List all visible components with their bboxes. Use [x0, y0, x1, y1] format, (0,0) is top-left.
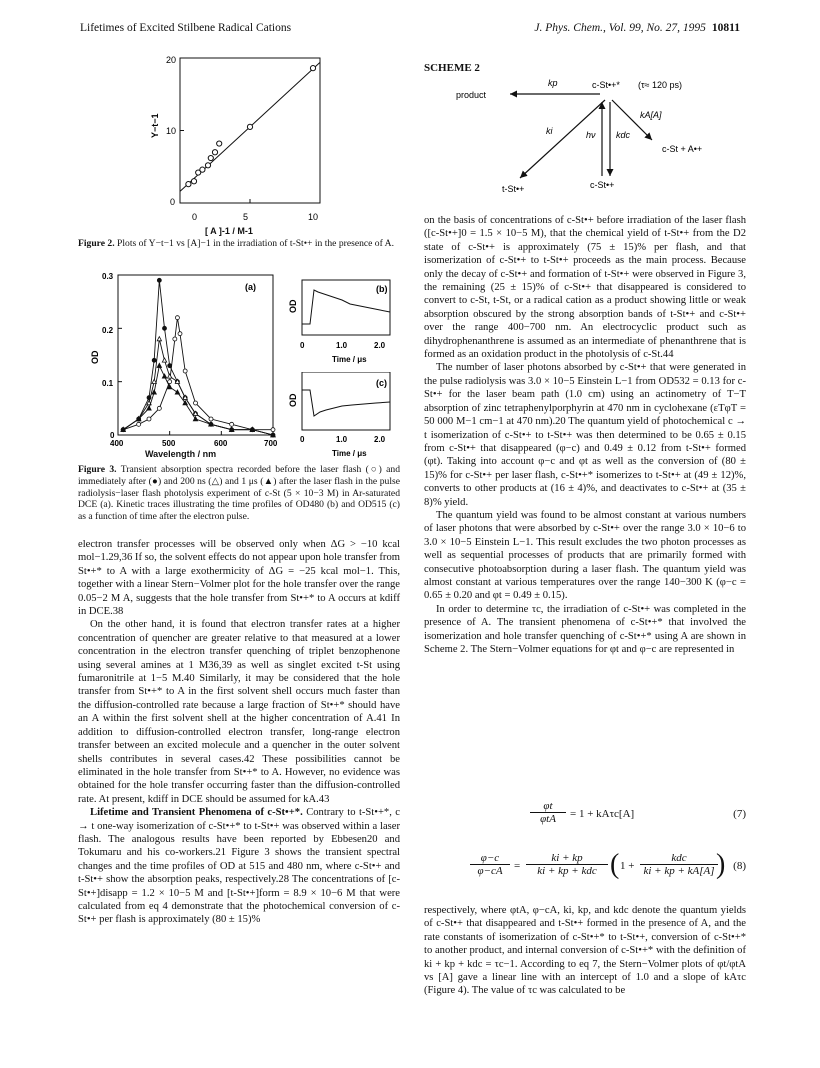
scheme-kd: kdc: [616, 130, 631, 140]
fig3b-xlabel: Time / μs: [332, 355, 367, 364]
fig2-xlabel: [ A ]-1 / M-1: [205, 226, 253, 236]
eq8-lhs-denominator: φ−cA: [477, 865, 503, 877]
fig2-data-point: [247, 124, 252, 129]
fig3a-point-0: [230, 422, 234, 426]
section-heading-text: Contrary to t-St•+*, c → t one-way isomerization of c-St•+* to t-St•+ was observed within a laser flash. The analogous results have been reported by Ebbesen20 and Tokumaru and his co-workers.21 Figure 3 shows the transient spectral changes and the time profiles of OD at 515 and 480 nm, where c-St•+ and t-St•+ show the absorption peaks, respectively.28 The concentrations of [c-St•+]disapp = 1.2 × 10−5 M and [t-St•+]form = 8.9 × 10−6 M that were calculated from eq 4 demonstrate that the photochemical conversion of c-St•+ per flash is approximately (80 ± 15)%: [78, 807, 401, 926]
fig3a-ytick-0.3: 0.3: [102, 272, 114, 281]
scheme-product: product: [456, 90, 487, 100]
fig3-caption-text: Transient absorption spectra recorded before the laser flash (○) and immediately after (●) and 200 ns (△) and 1 μs (▲) after the laser flash in the pulse radiolysis−laser flash photolysis experiment of c-St (5 × 10−3 M) in Ar-saturated DCE (a). Kinetic traces illustrating the time profiles of OD480 (b) and OD515 (c) as a function of time after the electron pulse.: [78, 464, 400, 523]
fig2-data-point: [191, 179, 196, 184]
scheme-2-title: SCHEME 2: [424, 62, 480, 74]
fig3b-xtick-0: 0: [300, 341, 305, 350]
fig2-caption-text: Plots of Y−t−1 vs [A]−1 in the irradiation of t-St•+ in the presence of A.: [117, 238, 394, 249]
fig2-ytick-10: 10: [166, 126, 177, 136]
fig3a-ytick-0.1: 0.1: [102, 379, 114, 388]
fig3a-point-3: [162, 374, 166, 378]
eq8-lhs-numerator: φ−c: [470, 852, 510, 865]
fig2-data-point: [212, 150, 217, 155]
fig2-data-point: [217, 141, 222, 146]
fig3c-xtick-0: 0: [300, 435, 305, 444]
scheme-2-diagram: [440, 72, 740, 202]
fig3a-point-3: [152, 390, 156, 394]
fig3a-point-1: [152, 358, 156, 362]
scheme-kp: kp: [548, 78, 558, 88]
journal-citation: J. Phys. Chem., Vol. 99, No. 27, 1995: [534, 22, 706, 34]
fig3a-point-0: [157, 406, 161, 410]
fig3a-point-0: [209, 417, 213, 421]
left-paragraph-2: On the other hand, it is found that electron transfer rates at a higher concentration of quencher are greater relative to that measured at a lower concentration in the electron transfer quenching of triplet benzophenone using several amines at 1 M36,39 as well as singlet excited t-St using fumaronitrile at 1−5 M.40 Similarly, it may be considered that the hole transfer from St•+* to A in the first solvent shell occurs much faster than the diffusion-controlled rate because a large fraction of St•+* should have an A within the first solvent shell at the higher concentration of A.41 In addition to diffusion-controlled electron transfer, long-range electron transfer between an excited molecule and a quencher in the outer solvent shells contributes in several cases.42 These possibilities cannot be eliminated in the hole transfer from St•+* to A. However, no evidence was obtained for the hole transfer occurring faster than the diffusion-controlled rate. At present, kdiff in DCE should be assumed for kA.43: [78, 619, 400, 805]
fig3a-xtick-700: 700: [264, 439, 278, 448]
fig2-data-point: [310, 66, 315, 71]
eq8-mid-numerator: ki + kp: [526, 852, 608, 865]
running-head-title: Lifetimes of Excited Stilbene Radical Cations: [80, 22, 292, 34]
scheme-cst-star: c-St•+*: [592, 80, 620, 90]
fig3a-point-3: [147, 406, 151, 410]
left-column-body: [78, 538, 400, 927]
fig3a-point-0: [271, 428, 275, 432]
fig3a-point-0: [173, 337, 177, 341]
fig2-data-point: [186, 182, 191, 187]
scheme-cst: c-St•+: [590, 180, 615, 190]
fig3a-ytick-0.2: 0.2: [102, 326, 114, 335]
scheme-ka: kA[A]: [640, 110, 662, 120]
fig3c-panel-label: (c): [376, 378, 387, 388]
fig3-caption-label: Figure 3.: [78, 464, 117, 475]
fig3b-xtick-1: 1.0: [336, 341, 348, 350]
fig3a-point-1: [168, 364, 172, 368]
fig3a-ytick-0: 0: [110, 431, 115, 440]
fig2-ytick-20: 20: [166, 55, 177, 65]
equation-7: [530, 800, 746, 840]
fig3a-point-0: [147, 417, 151, 421]
eq7-number: (7): [733, 808, 746, 820]
scheme-hv: hν: [586, 130, 596, 140]
fig3c-xlabel: Time / μs: [332, 449, 367, 458]
figure-3b-plot: [280, 278, 400, 373]
right-paragraph-2: The number of laser photons absorbed by c-St•+ that were generated in the pulse radiolysis was 3.0 × 10−5 Einstein L−1 from OD532 = 0.13 for c-St•+ for the laser beam path (1.0 cm) using an actinometry of T−T absorption of zinc tetraphenylporphyrin at 470 nm in cyclohexane (εTφT = 50 000 M−1 cm−1 at 470 nm).20 The quantum yield of photochemical c → t isomerization of c-St•+ to t-St•+ was then determined to be 0.65 ± 0.15 from c-St•+ that disappeared (φ−c) and 0.49 ± 0.12 from t-St•+ formed (φt). Taking into account φ−c and φt as well as the conversion of (80 ± 15)% for c-St•+ per laser flash, c-St•+* isomerizes to t-St•+ at (49 ± 12)%, converts to other products at (16 ± 4)%, and deactivates to c-St•+ at (35 ± 8)% yield.: [424, 362, 746, 508]
figure-2-caption: [78, 238, 400, 250]
scheme-tau: (τ≈ 120 ps): [638, 80, 683, 90]
right-column-body: [424, 214, 746, 656]
left-paragraph-3: [78, 806, 400, 927]
fig3a-point-2: [167, 374, 171, 378]
fig3a-point-0: [178, 332, 182, 336]
fig3c-ylabel: OD: [288, 393, 298, 407]
fig3a-xtick-400: 400: [110, 439, 124, 448]
fig3a-point-0: [137, 422, 141, 426]
fig3a-series-line-0: [123, 318, 273, 430]
fig3a-point-3: [175, 390, 179, 394]
scheme-ki: ki: [546, 126, 553, 136]
fig3a-point-0: [175, 316, 179, 320]
fig3a-series-line-3: [123, 366, 273, 435]
fig2-ytick-0: 0: [170, 197, 176, 207]
right-paragraph-4: In order to determine τc, the irradiation of c-St•+ was completed in the presence of A. The transient phenomena of c-St•+* that involved the isomerization and hole transfer quenching of c-St•+* using A are shown in Scheme 2. The Stern−Volmer equations for φt and φ−c are represented in: [424, 603, 746, 655]
section-heading: Lifetime and Transient Phenomena of c-St•+*.: [90, 807, 303, 819]
eq7-numerator: φt: [530, 800, 566, 813]
fig3a-point-1: [157, 278, 161, 282]
left-paragraph-1: electron transfer processes will be observed only when ΔG > −10 kcal mol−1.29,36 If so, the solvent effects do not appear upon hole transfer from St•+* to A with a large exothermicity of ΔG = −25 kcal mol−1. This, together with a linear Stern−Volmer plot for the hole transfer over the range 0.05−2 M A, suggests that the hole transfer from St•+* to A occurs at kdiff in DCE.38: [78, 539, 400, 618]
fig3c-xtick-1: 1.0: [336, 435, 348, 444]
fig2-caption-label: Figure 2.: [78, 238, 115, 249]
fig3a-point-2: [157, 337, 161, 341]
fig2-data-point: [200, 167, 205, 172]
running-head-journal: [534, 22, 740, 34]
eq8-inner-denominator: ki + kp + kA[A]: [643, 865, 715, 877]
fig3a-point-3: [157, 363, 161, 367]
fig3b-panel-label: (b): [376, 284, 388, 294]
eq7-denominator: φtA: [540, 813, 556, 825]
scheme-tst: t-St•+: [502, 184, 525, 194]
fig3a-panel-label: (a): [245, 282, 256, 292]
fig2-data-point: [208, 155, 213, 160]
fig2-xtick-0: 0: [192, 212, 198, 222]
fig3a-point-1: [163, 326, 167, 330]
eq7-rhs: = 1 + kAτc[A]: [570, 808, 635, 820]
right-paragraph-5: respectively, where φtA, φ−cA, ki, kp, and kdc denote the quantum yields of c-St•+ that disappeared and t-St•+ formed in the presence of A, and the rate constants of isomerization of c-St•+* to t-St•+, conversion of c-St•+* to another product, and internal conversion of c-St•+* with the definition of ki + kp + kdc = τc−1. According to eq 7, the Stern−Volmer plots of φt/φtA vs [A] gave a linear line with an intercept of 1.0 and a slope of kAτc (Figure 4). The value of τc was calculated to be: [424, 905, 746, 997]
fig3b-xtick-2: 2.0: [374, 341, 386, 350]
page-number: 10811: [711, 22, 740, 34]
eq8-number: (8): [733, 860, 746, 872]
right-paragraph-3: The quantum yield was found to be almost constant at various numbers of laser photons that were absorbed by c-St•+ over the range 3.0 × 10−6 to 3.0 × 10−5 Einstein L−1. This result excludes the two photon processes as well as sequential processes of products that are primarily formed with consecutive photoabsorption during a laser flash. The quantum yield was almost constant at various temperatures over the range 140−300 K (φ−c = 0.65 ± 0.20 and φt = 0.49 ± 0.15).: [424, 509, 746, 602]
eq8-inner-numerator: kdc: [640, 852, 718, 865]
eq8-mid-denominator: ki + kp + kdc: [537, 865, 597, 877]
fig3a-xtick-500: 500: [162, 439, 176, 448]
fig2-xtick-10: 10: [308, 212, 319, 222]
fig3c-xtick-2: 2.0: [374, 435, 386, 444]
fig3a-point-0: [168, 380, 172, 384]
fig3c-trace: [302, 390, 390, 416]
scheme-cst-a: c-St + A•+: [662, 144, 703, 154]
fig3b-ylabel: OD: [288, 299, 298, 313]
fig3a-xlabel: Wavelength / nm: [145, 449, 217, 459]
fig3a-point-0: [194, 401, 198, 405]
fig3a-point-2: [162, 358, 166, 362]
right-column-tail: [424, 904, 746, 998]
fig2-xtick-5: 5: [243, 212, 249, 222]
fig3a-xtick-600: 600: [214, 439, 228, 448]
fig2-ylabel: Y−t−1: [150, 113, 160, 138]
figure-2-plot: [130, 50, 330, 225]
figure-3-caption: [78, 464, 400, 523]
equation-8: $\frac{\varphi-c}{\varphi-cA}$ = ki + kp ki + kp + kdc ( 1 + kdc ki + kp + kA[A] ) (8): [470, 848, 746, 894]
fig3a-ylabel: OD: [90, 350, 100, 364]
fig2-data-point: [205, 163, 210, 168]
figure-3c-plot: [280, 372, 400, 462]
figure-3a-plot: [80, 270, 280, 450]
right-paragraph-1: on the basis of concentrations of c-St•+ before irradiation of the laser flash ([c-St•+]0 = 1.5 × 10−5 M), that the chemical yield of t-St•+ from the D2 state of c-St•+ is approximately (75 ± 15)% per flash, and that isomerization of c-St•+ to t-St•+ proceeds as the main process. Because only the decay of c-St•+ and formation of t-St•+ were observed in Figure 3, the remaining (25 ± 15)% of c-St•+ that disappeared is considered to convert to c-St, t-St, or a radical cation as a product showing little or weak absorption obscured by the strong absorption bands of t-St•+ and c-St•+ over the range 400−700 nm. An electrocyclic product such as dihydrophenanthrene is assumed as an intermediate of phenanthrene that is formed as an oxidation product in the photolysis of c-St.44: [424, 215, 746, 361]
fig3a-point-0: [183, 369, 187, 373]
fig3b-trace: [302, 290, 390, 324]
